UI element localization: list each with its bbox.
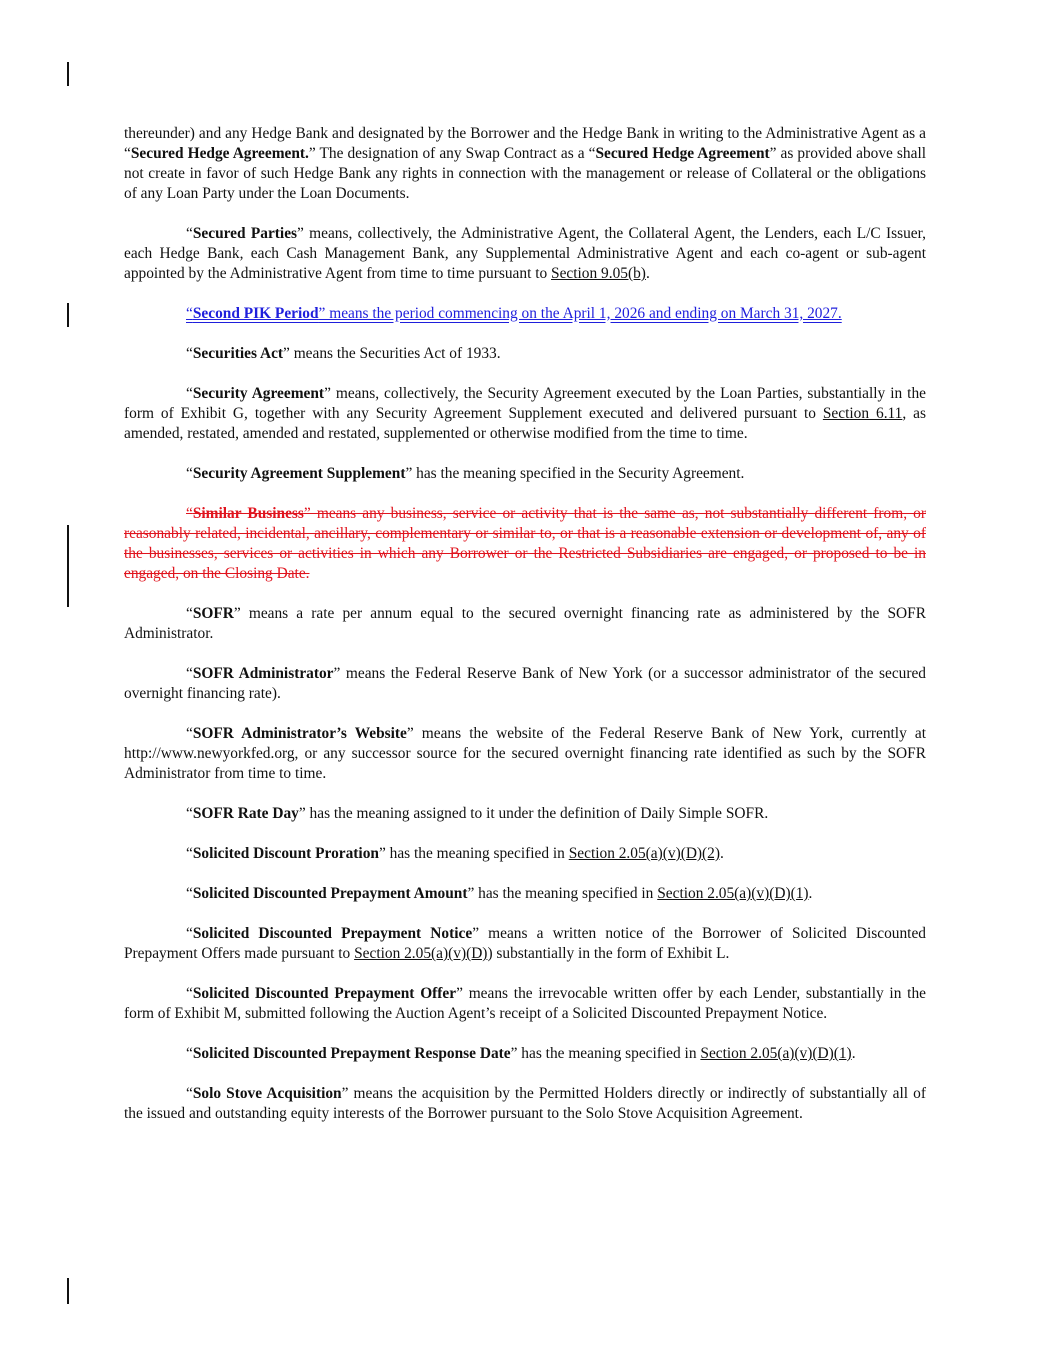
defined-term: Solicited Discounted Prepayment Response Date — [192, 1045, 511, 1062]
section-reference: Section 2.05(a)(v)(D)(2) — [568, 845, 721, 862]
defined-term: Second PIK Period — [192, 305, 319, 322]
quote-mark: “ — [186, 225, 193, 242]
quote-mark: “ — [186, 665, 193, 682]
definition-text: ” means the acquisition by the Permitted Holders directly or indirectly of substantially all of the issued and outstanding equity interests of the Borrower pursuant to the Solo Stove Acquisition Agreement. — [124, 1085, 926, 1122]
definition-text: ” has the meaning specified in — [378, 845, 569, 862]
quote-mark: “ — [186, 985, 193, 1002]
text-span: . — [645, 265, 650, 282]
definition-sofr-rate-day — [124, 804, 926, 824]
change-bar-top — [67, 62, 69, 86]
defined-term: Secured Hedge Agreement. — [130, 145, 309, 162]
quote-mark: “ — [186, 385, 193, 402]
definition-solicited-discounted-prepayment-offer — [124, 984, 926, 1024]
definition-text: ” has the meaning assigned to it under the definition of Daily Simple SOFR. — [298, 805, 769, 822]
defined-term: Solicited Discounted Prepayment Notice — [192, 925, 473, 942]
section-reference: Section 9.05(b) — [551, 265, 646, 282]
defined-term: Securities Act — [192, 345, 284, 362]
definition-securities-act — [124, 344, 926, 364]
definition-solicited-discount-proration — [124, 844, 926, 864]
defined-term: SOFR Rate Day — [192, 805, 299, 822]
definition-text: ” has the meaning specified in the Security Agreement. — [405, 465, 745, 482]
quote-mark: “ — [186, 1085, 193, 1102]
definition-solo-stove-acquisition — [124, 1084, 926, 1124]
definition-text: ” means the period commencing on the April 1, 2026 and ending on March 31, 2027. — [318, 305, 842, 322]
text-span: . — [808, 885, 813, 902]
text-span: . — [851, 1045, 856, 1062]
quote-mark: “ — [186, 465, 193, 482]
definition-text: ” means, collectively, the Security Agreement executed by the Loan Parties, substantially in the form of Exhibit G, together with any Security Agreement Supplement executed and delivered pursuant to — [124, 385, 926, 422]
text-span: . — [720, 845, 724, 862]
defined-term: Solicited Discounted Prepayment Amount — [192, 885, 468, 902]
section-reference: Section 6.11 — [822, 405, 903, 422]
quote-mark: “ — [186, 885, 193, 902]
definition-text: ” means the website of the Federal Reserve Bank of New York, currently at http://www.newyorkfed.org, or any successor source for the secured overnight financing rate identified as such by the SOFR Administrator from time to time. — [124, 725, 926, 782]
definition-secured-parties — [124, 224, 926, 284]
definition-security-agreement-supplement — [124, 464, 926, 484]
definition-text: ” means any business, service or activity that is the same as, not substantially different from, or reasonably related, incidental, ancillary, complementary or similar to, or that is a reasonable extension or development of, any of the businesses, services or activities in which any Borrower or the Restricted Subsidiaries are engaged, or proposed to be in engaged, on the Closing Date. — [124, 505, 926, 582]
text-span: ” as provided above shall not create in favor of such Hedge Bank any rights in connection with the management or release of Collateral or the obligations of any Loan Party under the Loan Documents. — [124, 145, 926, 202]
quote-mark: “ — [186, 925, 193, 942]
defined-term: Solicited Discounted Prepayment Offer — [192, 985, 457, 1002]
definition-similar-business-deleted — [124, 504, 926, 584]
section-reference: Section 2.05(a)(v)(D) — [354, 945, 488, 962]
change-bar-second-pik — [67, 303, 69, 327]
section-reference: Section 2.05(a)(v)(D)(1) — [657, 885, 809, 902]
defined-term: Solicited Discount Proration — [192, 845, 379, 862]
defined-term: Security Agreement — [192, 385, 325, 402]
quote-mark: “ — [186, 605, 193, 622]
section-reference: Section 2.05(a)(v)(D)(1) — [700, 1045, 852, 1062]
definition-text: ” means the Securities Act of 1933. — [283, 345, 501, 362]
defined-term: SOFR Administrator’s Website — [192, 725, 407, 742]
text-span: , as amended, restated, amended and restated, supplemented or otherwise modified from the time to time. — [124, 405, 927, 442]
definition-sofr-administrator — [124, 664, 926, 704]
defined-term: SOFR Administrator — [192, 665, 334, 682]
definition-second-pik-period-inserted — [124, 304, 926, 324]
defined-term: Solo Stove Acquisition — [192, 1085, 342, 1102]
quote-mark: “ — [186, 845, 193, 862]
definition-solicited-discounted-prepayment-response-date — [124, 1044, 926, 1064]
text-span: thereunder) and any Hedge Bank and designated by the Borrower and the Hedge Bank in writing to the Administrative Agent as a “ — [124, 125, 926, 162]
quote-mark: “ — [186, 1045, 193, 1062]
definition-security-agreement — [124, 384, 926, 444]
definition-text: ” means a written notice of the Borrower of Solicited Discounted Prepayment Offers made pursuant to — [124, 925, 926, 962]
definition-text: ” means the Federal Reserve Bank of New York (or a successor administrator of the secured overnight financing rate). — [124, 665, 926, 702]
paragraph-continuation — [124, 124, 926, 204]
definition-sofr-administrators-website — [124, 724, 926, 784]
change-bar-bottom — [67, 1278, 69, 1304]
text-span: ” The designation of any Swap Contract as a “ — [308, 145, 596, 162]
definition-sofr — [124, 604, 926, 644]
quote-mark: “ — [186, 805, 193, 822]
change-bar-similar-business — [67, 525, 69, 607]
definition-solicited-discounted-prepayment-amount — [124, 884, 926, 904]
quote-mark: “ — [186, 505, 193, 522]
definition-text: ” means, collectively, the Administrative Agent, the Collateral Agent, the Lenders, each L/C Issuer, each Hedge Bank, each Cash Management Bank, any Supplemental Administrative Agent and each co-agent or sub-agent appointed by the Administrative Agent from time to time pursuant to — [124, 225, 926, 282]
defined-term: Secured Parties — [192, 225, 298, 242]
quote-mark: “ — [186, 725, 193, 742]
defined-term: Similar Business — [192, 505, 304, 522]
document-body — [124, 124, 926, 1144]
definition-solicited-discounted-prepayment-notice — [124, 924, 926, 964]
defined-term: Security Agreement Supplement — [192, 465, 406, 482]
definition-text: ” means a rate per annum equal to the secured overnight financing rate as administered by the SOFR Administrator. — [124, 605, 926, 642]
text-span: ) substantially in the form of Exhibit L. — [487, 945, 730, 962]
definition-text: ” means the irrevocable written offer by each Lender, substantially in the form of Exhibit M, submitted following the Auction Agent’s receipt of a Solicited Discounted Prepayment Notice. — [124, 985, 926, 1022]
definition-text: ” has the meaning specified in — [467, 885, 658, 902]
quote-mark: “ — [186, 305, 193, 322]
defined-term: Secured Hedge Agreement — [595, 145, 770, 162]
defined-term: SOFR — [192, 605, 234, 622]
definition-text: ” has the meaning specified in — [510, 1045, 701, 1062]
quote-mark: “ — [186, 345, 193, 362]
